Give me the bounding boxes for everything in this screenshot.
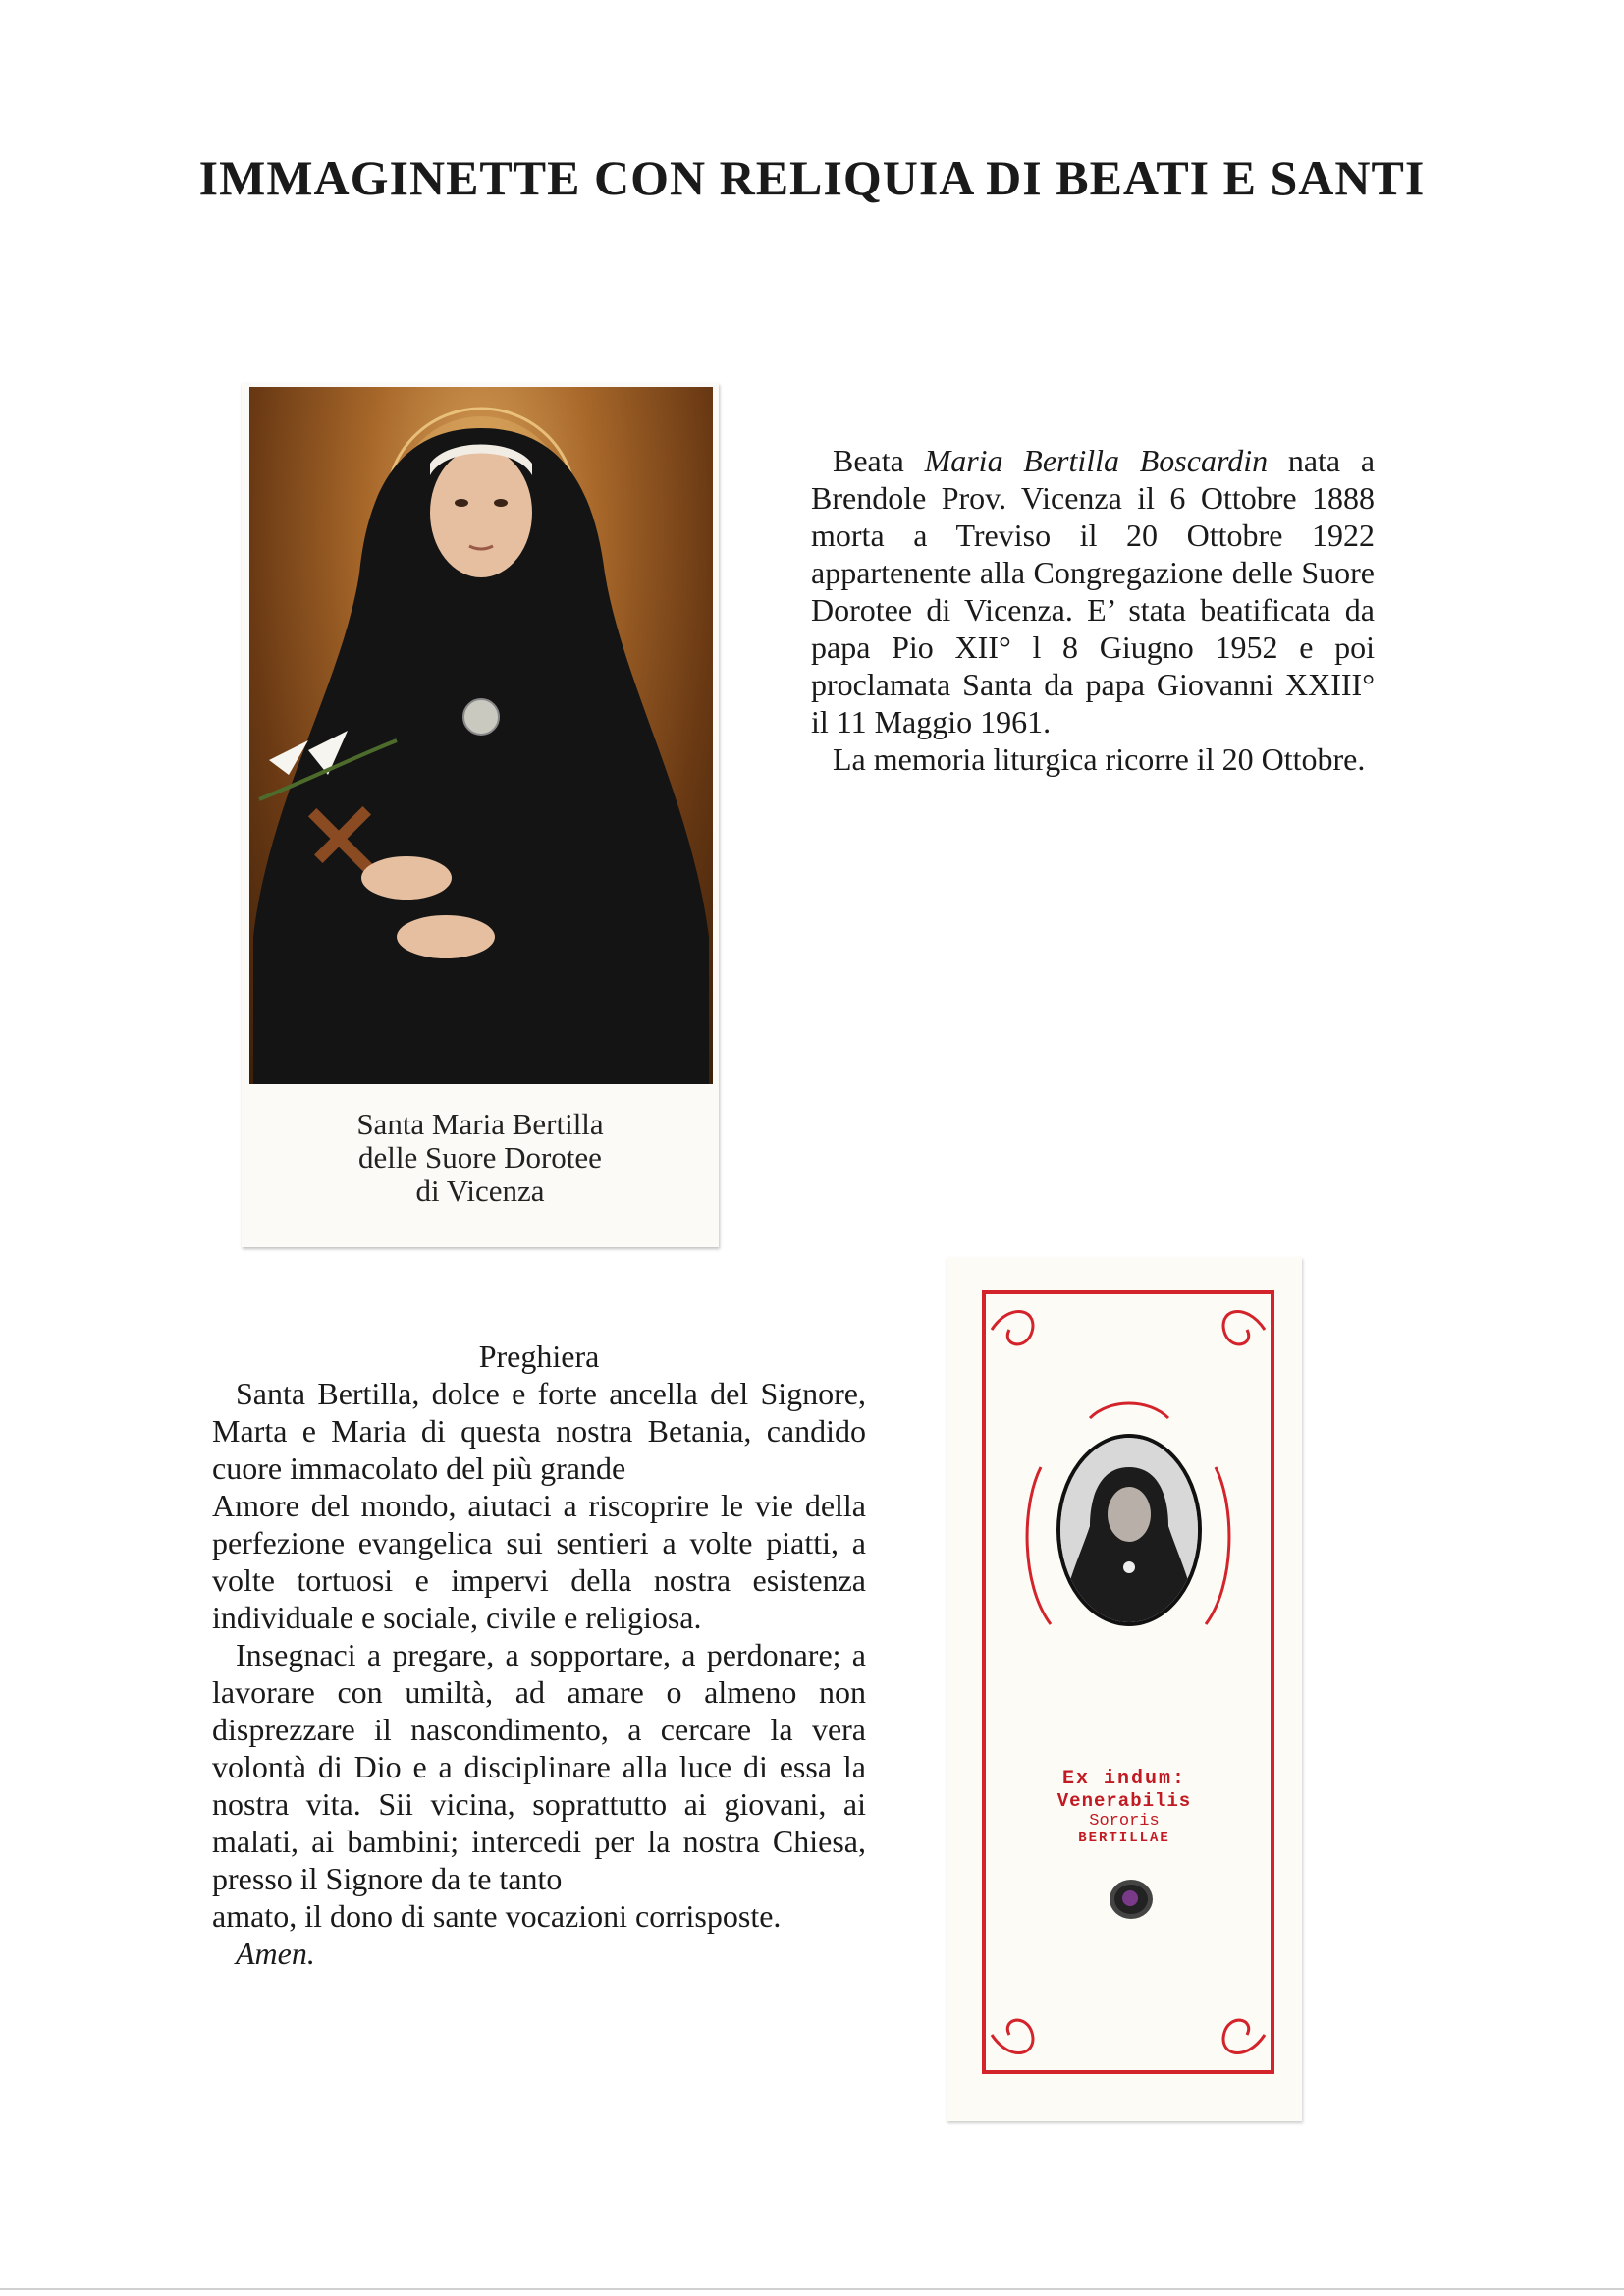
saint-portrait-illustration — [249, 387, 713, 1084]
saint-name: Maria Bertilla Boscardin — [924, 443, 1269, 478]
flourish-ornaments — [982, 1290, 1274, 2074]
caption-line: di Vicenza — [415, 1174, 545, 1208]
relic-card — [947, 1257, 1302, 2121]
holy-card — [242, 383, 719, 1247]
bio-paragraph: La memoria liturgica ricorre il 20 Ottobre. — [833, 741, 1366, 777]
prayer-text — [212, 1338, 866, 1972]
nun-photo — [1060, 1438, 1198, 1622]
relic-line: Venerabilis — [1056, 1790, 1192, 1812]
relic-line: Sororis — [1089, 1812, 1160, 1831]
saint-portrait — [249, 387, 713, 1084]
bio-prefix: Beata — [833, 443, 925, 478]
caption-line: Santa Maria Bertilla — [356, 1107, 604, 1141]
relic-line: Ex indum: — [1061, 1768, 1187, 1790]
bio-paragraph — [811, 442, 1375, 740]
prayer-amen: Amen. — [236, 1936, 315, 1971]
biography-text — [811, 442, 1375, 778]
relic-inscription — [947, 1768, 1302, 1846]
prayer-paragraph: Amore del mondo, aiutaci a riscoprire le vie della perfezione evangelica sui sentieri a volte piatti, a volte tortuosi e impervi della nostra esistenza individuale e sociale, civile e religiosa. — [212, 1488, 866, 1635]
page-bottom-rule — [0, 2288, 1624, 2290]
prayer-paragraph: Insegnaci a pregare, a sopportare, a perdonare; a lavorare con umiltà, ad amare o almeno non disprezzare il nascondimento, a cercare la vera volontà di Dio e a disciplinare alla luce di essa la nostra vita. Sii vicina, soprattutto ai giovani, ai malati, ai bambini; intercedi per la nostra Chiesa, presso il Signore da te tanto — [212, 1637, 866, 1896]
nun-photo-oval — [1056, 1434, 1202, 1626]
prayer-paragraph: amato, il dono di sante vocazioni corrisposte. — [212, 1898, 782, 1934]
holy-card-caption — [242, 1108, 719, 1208]
bio-rest: nata a Brendole Prov. Vicenza il 6 Ottobre 1888 morta a Treviso il 20 Ottobre 1922 appartenente alla Congregazione delle Suore Dorotee di Vicenza. E’ stata beatificata da papa Pio XII° l 8 Giugno 1952 e poi proclamata Santa da papa Giovanni XXIII° il 11 Maggio 1961. — [811, 443, 1376, 739]
relic-window — [1110, 1880, 1153, 1919]
prayer-paragraph: Santa Bertilla, dolce e forte ancella del Signore, Marta e Maria di questa nostra Betania, candido cuore immacolato del più grande — [212, 1376, 866, 1486]
prayer-heading: Preghiera — [478, 1339, 600, 1374]
page-title: IMMAGINETTE CON RELIQUIA DI BEATI E SANTI — [198, 150, 1426, 205]
relic-line: BERTILLAE — [1078, 1831, 1170, 1846]
caption-line: delle Suore Dorotee — [358, 1140, 602, 1175]
